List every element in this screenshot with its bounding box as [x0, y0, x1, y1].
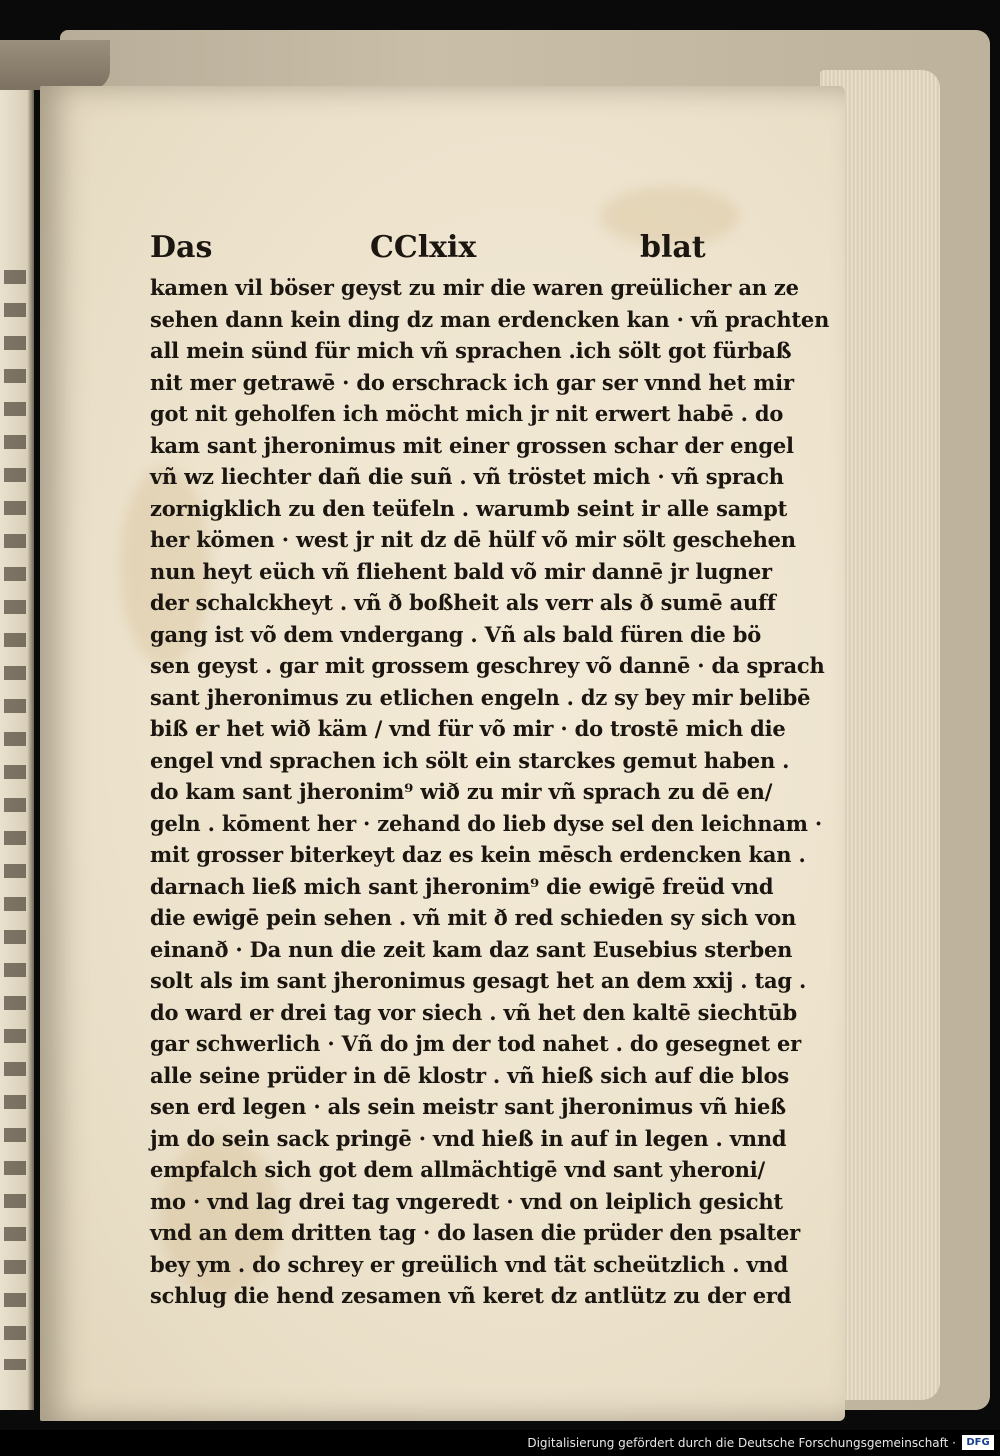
text-line: do kam sant jheronim⁹ wið zu mir vñ sprach zu dē en/ [150, 779, 773, 804]
text-line: einanð · Da nun die zeit kam daz sant Eusebius sterben [150, 936, 793, 962]
text-line: bey ym . do schrey er greülich vnd tät scheützlich . vnd [150, 1251, 788, 1277]
text-line: nit mer getrawē · do erschrack ich gar ser vnnd het mir [150, 369, 794, 395]
text-line: geln . kōment her · zehand do lieb dyse sel den leichnam · [150, 810, 822, 836]
binding-corner [0, 40, 110, 90]
text-line: vnd an dem dritten tag · do lasen die prüder den psalter [150, 1220, 800, 1245]
text-line: nun heyt eüch vñ fliehent bald võ mir dannē jr lugner [150, 558, 772, 584]
text-line: darnach ließ mich sant jheronim⁹ die ewigē freüd vnd [150, 873, 774, 899]
text-line: gar schwerlich · Vñ do jm der tod nahet . do gesegnet er [150, 1031, 802, 1056]
text-line: der schalckheyt . vñ ð boßheit als verr als ð sumē auff [150, 590, 776, 615]
text-line: sant jheronimus zu etlichen engeln . dz sy bey mir belibē [150, 684, 811, 710]
text-line: biß er het wið käm / vnd für võ mir · do trostē mich die [150, 716, 786, 741]
text-line: kamen vil böser geyst zu mir die waren greülicher an ze [150, 275, 799, 300]
text-line: sen geyst . gar mit grossem geschrey võ dannē · da sprach [150, 653, 825, 678]
text-line: mo · vnd lag drei tag vngeredt · vnd on leiplich gesicht [150, 1188, 783, 1214]
facing-page-text [4, 270, 26, 1370]
text-line: gang ist võ dem vndergang . Vñ als bald füren die bö [150, 621, 761, 647]
text-line: do ward er drei tag vor siech . vñ het den kaltē siechtūb [150, 999, 797, 1025]
text-line: die ewigē pein sehen . vñ mit ð red schieden sy sich von [150, 905, 797, 930]
folio-number: CClxix [370, 230, 477, 265]
text-line: sehen dann kein ding dz man erdencken kan · vñ prachten [150, 306, 830, 332]
text-line: empfalch sich got dem allmächtigē vnd sant yheroni/ [150, 1157, 765, 1182]
header-left: Das [150, 230, 213, 265]
text-line: schlug die hend zesamen vñ keret dz antlütz zu der erd [150, 1283, 792, 1308]
running-header [150, 226, 750, 272]
text-block [150, 226, 830, 1312]
text-line: solt als im sant jheronimus gesagt het an dem xxij . tag . [150, 968, 807, 993]
book-page [40, 86, 845, 1421]
text-line: all mein sünd für mich vñ sprachen .ich sölt got fürbaß [150, 338, 792, 363]
facing-page-sliver [0, 90, 34, 1410]
text-line: zornigklich zu den teüfeln . warumb seint ir alle sampt [150, 495, 788, 521]
text-line: got nit geholfen ich möcht mich jr nit erwert habē . do [150, 401, 784, 426]
text-line: kam sant jheronimus mit einer grossen schar der engel [150, 432, 794, 458]
text-line: alle seine prüder in dē klostr . vñ hieß sich auf die blos [150, 1062, 790, 1088]
text-line: mit grosser biterkeyt daz es kein mēsch erdencken kan . [150, 842, 806, 867]
funding-credit: Digitalisierung gefördert durch die Deutsche Forschungsgemeinschaft · [527, 1436, 956, 1450]
dfg-logo: DFG [962, 1435, 994, 1450]
footer-bar [0, 1430, 1000, 1456]
text-line: her kömen · west jr nit dz dē hülf võ mir sölt geschehen [150, 527, 796, 552]
header-right: blat [640, 230, 706, 265]
text-line: vñ wz liechter dañ die suñ . vñ tröstet mich · vñ sprach [150, 464, 784, 489]
text-line: jm do sein sack pringē · vnd hieß in auf in legen . vnnd [150, 1125, 787, 1151]
body-text [150, 272, 830, 1312]
text-line: sen erd legen · als sein meistr sant jheronimus vñ hieß [150, 1094, 786, 1119]
text-line: engel vnd sprachen ich sölt ein starckes gemut haben . [150, 747, 790, 773]
